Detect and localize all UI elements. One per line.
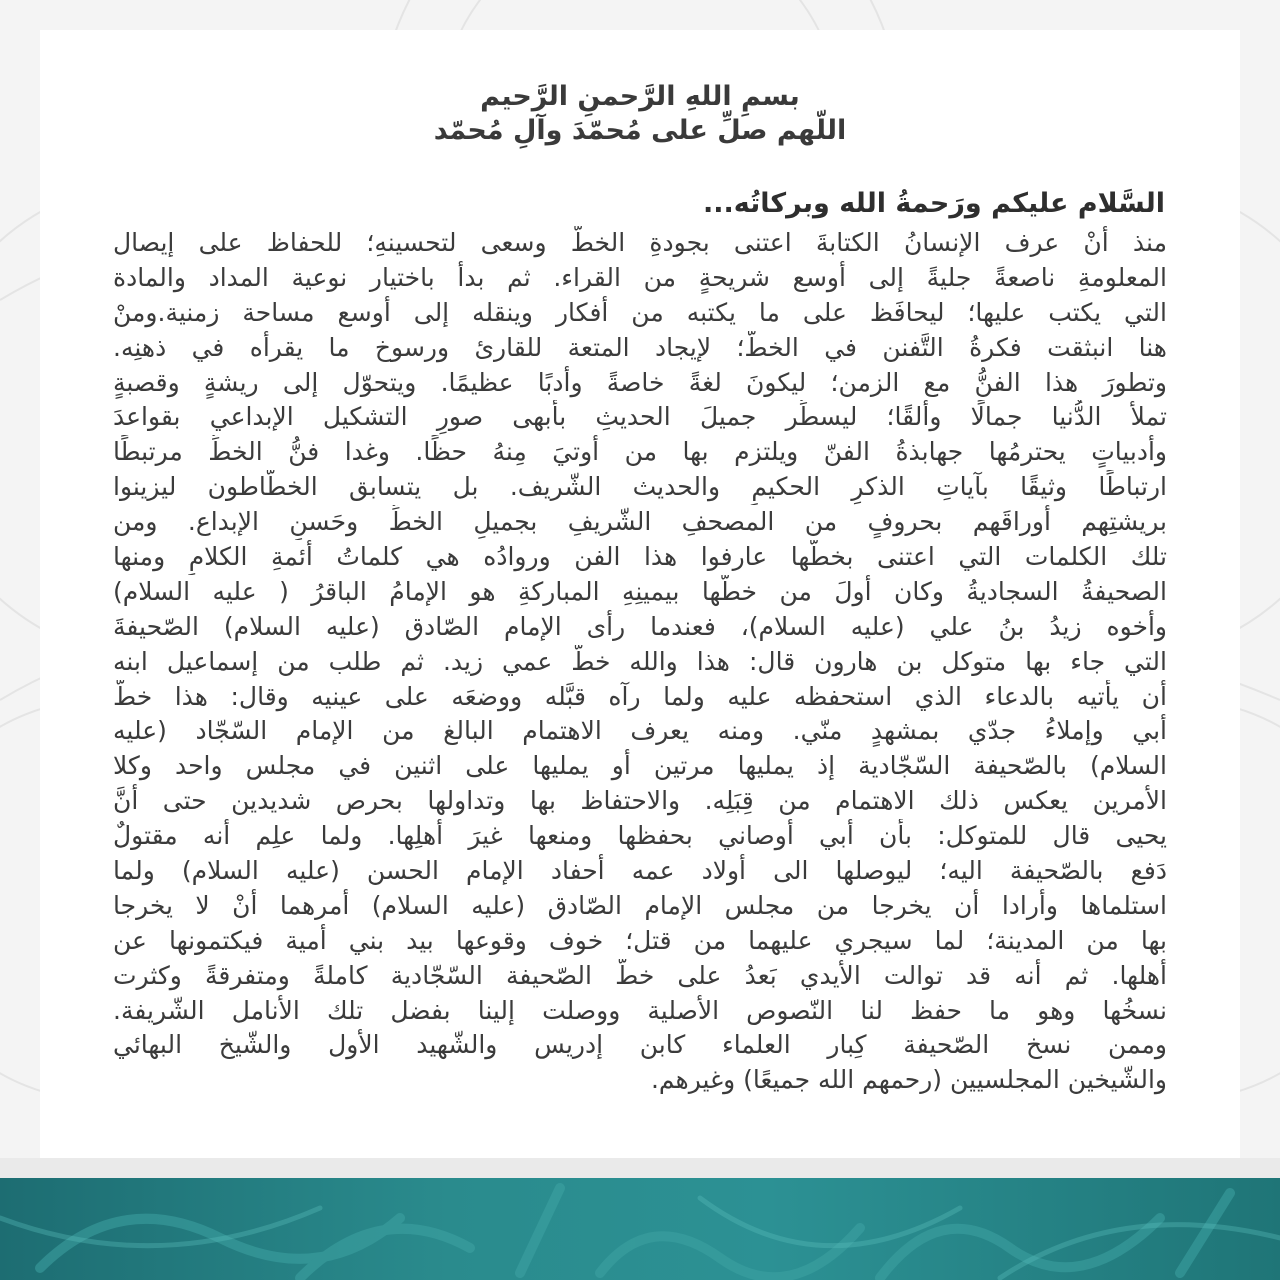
body-paragraph [113,226,1167,1098]
body-line: وممن نسخ الصّحيفة كِبار العلماء كابن إدريس والشّهيد الأول والشّيخ البهائي [113,1030,1167,1060]
footer-calligraphy-band [0,1178,1280,1280]
heading-block [0,80,1280,148]
body-line: تملأ الدُّنيا جمالًا وألقًا؛ ليسطِّر جميلَ الحديثِ بأبهى صورِ التشكيل الإبداعي بقواعدَ [113,402,1167,432]
body-line: الصحيفةُ السجاديةُ وكان أولَ من خطَّها بيمينِهِ المباركةِ هو الإمامُ الباقرُ ( عليه السلام) [113,576,1167,606]
body-line: أبي وإملاءُ جدّي بمشهدٍ منّي. ومنه يعرف الاهتمام البالغ من الإمام السّجّاد (عليه [113,716,1167,746]
body-line: الأمرين يعكس ذلك الاهتمام من قِبَلِه. والاحتفاظ بها وتداولها بحرص شديدين حتى أنَّ [113,786,1167,816]
body-line: دَفع بالصّحيفة اليه؛ ليوصلها الى أولاد عمه أحفاد الإمام الحسن (عليه السلام) ولما [113,856,1167,886]
footer-separator [0,1158,1280,1178]
body-line: بريشتِهم أوراقَهم بحروفٍ من المصحفِ الشّريفِ بجميلِ الخطِّ وحَسنِ الإبداع. ومن [113,507,1167,537]
body-line: تلك الكلمات التي اعتنى بخطّها عارفوا هذا الفن وروادُه هي كلماتُ أئمةِ الكلامِ ومنها [113,542,1167,572]
body-line: التي جاء بها متوكل بن هارون قال: هذا والله خطُّ عمي زيد. ثم طلب من إسماعيل ابنه [113,646,1167,676]
body-line: أهلها. ثم أنه قد توالت الأيدي بَعدُ على خطّ الصّحيفة السّجّادية كاملةً ومتفرقةً وكثرت [113,960,1167,990]
salawat-heading: اللّهم صلِّ على مُحمّدَ وآلِ مُحمّد [433,115,847,146]
body-line: ارتباطًا وثيقًا بآياتِ الذكرِ الحكيمِ والحديث الشّريف. بل يتسابق الخطّاطون ليزينوا [113,472,1167,502]
greeting-line: السَّلام عليكم ورَحمةُ الله وبركاتُه... [702,188,1165,219]
body-line: المعلومةِ ناصعةً جليةً إلى أوسع شريحةٍ من القراء. ثم بدأ باختيار نوعية المداد والمادة [113,262,1167,292]
body-line-last: والشّيخين المجلسيين (رحمهم الله جميعًا) وغيرهم. [650,1065,1167,1095]
body-line: هنا انبثقت فكرةُ التَّفنن في الخطّ؛ لإيجاد المتعة للقارئ ورسوخ ما يقرأه في ذهنِه. [113,332,1167,362]
body-line: بها من المدينة؛ لما سيجري عليهما من قتل؛ خوف وقوعها بيد بني أمية فيكتمونها عن [113,925,1167,955]
body-line: منذ أنْ عرف الإنسانُ الكتابةَ اعتنى بجودةِ الخطّ وسعى لتحسينهِ؛ للحفاظ على إيصال [113,228,1167,257]
body-line: استلماها وأرادا أن يخرجا من مجلس الإمام الصّادق (عليه السلام) أمرهما أنْ لا يخرجا [113,890,1167,920]
footer-calligraphy-decoration [0,1178,1280,1280]
body-line: السلام) بالصّحيفة السّجّادية إذ يمليها مرتين أو يمليها على اثنين في مجلس واحد وكلا [113,751,1167,781]
body-line: نسخُها وهو ما حفظ لنا النّصوص الأصلية ووصلت إلينا بفضل تلك الأنامل الشّريفة. [113,995,1167,1025]
body-line: وأخوه زيدُ بنُ علي (عليه السلام)، فعندما رأى الإمام الصّادق (عليه السلام) الصّحيفةَ [113,611,1167,641]
body-line: وأدبياتٍ يحترمُها جهابذةُ الفنّ ويلتزم بها من أوتيَ مِنهُ حظًا. وغدا فنُّ الخطِّ مرتبطًا [113,437,1167,467]
body-line: أن يأتيه بالدعاء الذي استحفظه عليه ولما رآه قبَّله ووضعَه على عينيه وقال: هذا خطُّ [113,681,1167,711]
body-line: يحيى قال للمتوكل: بأن أبي أوصاني بحفظها ومنعها غيرَ أهلِها. ولما علِم أنه مقتولٌ [113,821,1167,851]
body-line: وتطورَ هذا الفنُّ مع الزمن؛ ليكونَ لغةً خاصةً وأدبًا عظيمًا. ويتحوّل إلى ريشةٍ وقصبةٍ [113,367,1167,397]
body-line: التي يكتب عليها؛ ليحافَظ على ما يكتبه من أفكار وينقله إلى أوسع مساحة زمنية.ومنْ [113,297,1167,327]
basmala-heading: بسمِ اللهِ الرَّحمنِ الرَّحيم [480,81,800,112]
